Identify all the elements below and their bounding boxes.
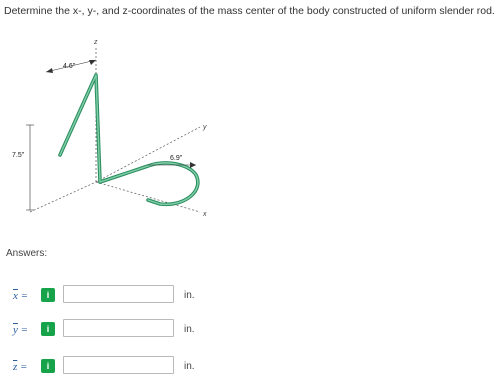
- variable-z-label: $\overline{z}$ =: [13, 361, 28, 373]
- dim-top-label: 4.6": [63, 63, 76, 70]
- z-axis-label: z: [94, 39, 98, 46]
- answer-row-x: [0, 285, 500, 307]
- x-answer-input[interactable]: [63, 285, 174, 303]
- info-icon[interactable]: i: [41, 322, 55, 336]
- answer-row-y: [0, 319, 500, 341]
- variable-x-label: $\overline{x}$ =: [13, 290, 29, 302]
- dim-left-label: 7.5": [12, 152, 25, 159]
- unit-label: in.: [184, 361, 195, 372]
- answer-row-z: [0, 356, 500, 378]
- y-answer-input[interactable]: [63, 319, 174, 337]
- x-axis-label: x: [203, 211, 207, 218]
- info-icon[interactable]: i: [41, 288, 55, 302]
- z-answer-input[interactable]: [63, 356, 174, 374]
- answers-heading: Answers:: [6, 248, 48, 259]
- unit-label: in.: [184, 324, 195, 335]
- dim-base-line: [30, 182, 96, 212]
- rod-vertical-leg: [60, 75, 100, 182]
- info-icon[interactable]: i: [41, 359, 55, 373]
- unit-label: in.: [184, 290, 195, 301]
- dim-radius-label: 6.9": [170, 155, 183, 162]
- problem-statement: Determine the x-, y-, and z-coordinates of the mass center of the body constructed of uniform slender rod.: [4, 5, 495, 17]
- y-axis-label: y: [203, 124, 207, 131]
- variable-y-label: $\overline{y}$ =: [13, 324, 29, 336]
- y-axis-line: [96, 127, 200, 182]
- x-axis-line: [96, 182, 200, 212]
- rod-semicircle: [100, 163, 198, 204]
